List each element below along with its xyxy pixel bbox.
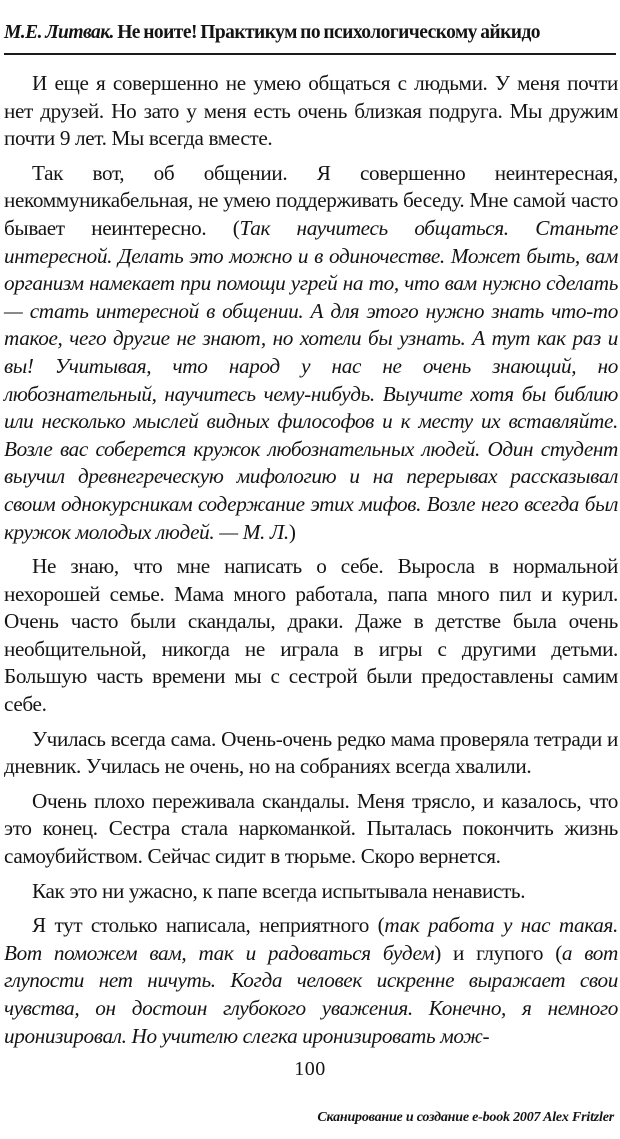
scan-credit: Сканирование и создание e-book 2007 Alex Fritzler: [317, 1110, 614, 1125]
header-author: М.Е. Литвак.: [4, 22, 114, 43]
header-book-title: Не ноите! Практикум по психологическому айкидо: [117, 22, 540, 43]
paragraph-text: Как это ни ужасно, к папе всегда испытывала ненависть.: [32, 878, 526, 903]
paragraph-text: Училась всегда сама. Очень-очень редко мама проверяла тетради и дневник. Училась не очень, но на собраниях всегда хвалили.: [4, 726, 618, 779]
running-header: [4, 20, 616, 46]
page-number: 100: [294, 1058, 326, 1080]
header-rule: [4, 53, 616, 55]
paragraph: [4, 726, 618, 781]
paragraph-text: И еще я совершенно не умею общаться с людьми. У меня почти нет друзей. Но зато у меня есть очень близкая подруга. Мы дружим почти 9 лет. Мы всегда вместе.: [4, 71, 618, 151]
italic-commentary: Так научитесь общаться. Станьте интересной. Делать это можно и в одиночестве. Может быть, вам организм намекает при помощи угрей на то, что вам нужно сделать — стать интересной в общении. А для этого нужно знать что-то такое, чего другие не знают, но хотели бы узнать. А тут как раз и вы! Учитывая, что народ у нас не очень знающий, но любознательный, научитесь чему-нибудь. Выучите хотя бы библию или несколько мыслей видных философов и к месту их вставляйте. Возле вас соберется кружок любознательных людей. Один студент выучил древнегреческую мифологию и на перерывах рассказывал своим однокурсникам содержание этих мифов. Возле него всегда был кружок молодых людей. — М. Л.: [4, 215, 618, 544]
paragraph: [4, 70, 618, 153]
body-text: [4, 70, 618, 1057]
paragraph-text: ) и глупого (: [434, 940, 562, 965]
paragraph-text: Так вот, об общении. Я совершенно неинтересная, некоммуникабельная, не умею поддерживать беседу. Мне самой часто бывает неинтересно. (: [4, 160, 618, 240]
paragraph-text: Очень плохо переживала скандалы. Меня трясло, и казалось, что это конец. Сестра стала наркоманкой. Пыталась покончить жизнь самоубийством. Сейчас сидит в тюрьме. Скоро вернется.: [4, 788, 618, 869]
paragraph-text: Я тут столько написала, неприятного (: [32, 913, 385, 938]
paragraph: [4, 878, 618, 906]
paragraph-text: ): [288, 519, 296, 544]
paragraph: [4, 788, 618, 871]
paragraph-text: Не знаю, что мне написать о себе. Выросла в нормальной нехорошей семье. Мама много работала, папа много пил и курил. Очень часто были скандалы, драки. Даже в детстве была очень необщительной, никогда не играла в игры с другими детьми. Большую часть времени мы с сестрой были предоставлены самим себе.: [4, 554, 618, 717]
paragraph: [4, 553, 618, 719]
italic-commentary: так работа у нас такая. Вот поможем вам, так и радоваться будем: [4, 913, 618, 965]
italic-commentary: а вот глупости нет ничуть. Когда человек искренне выражает свои чувства, он достоин глубокого уважения. Конечно, я немного иронизировал. Но учителю слегка иронизировать мож-: [4, 940, 619, 1048]
paragraph: [4, 160, 618, 546]
paragraph: [4, 912, 618, 1050]
